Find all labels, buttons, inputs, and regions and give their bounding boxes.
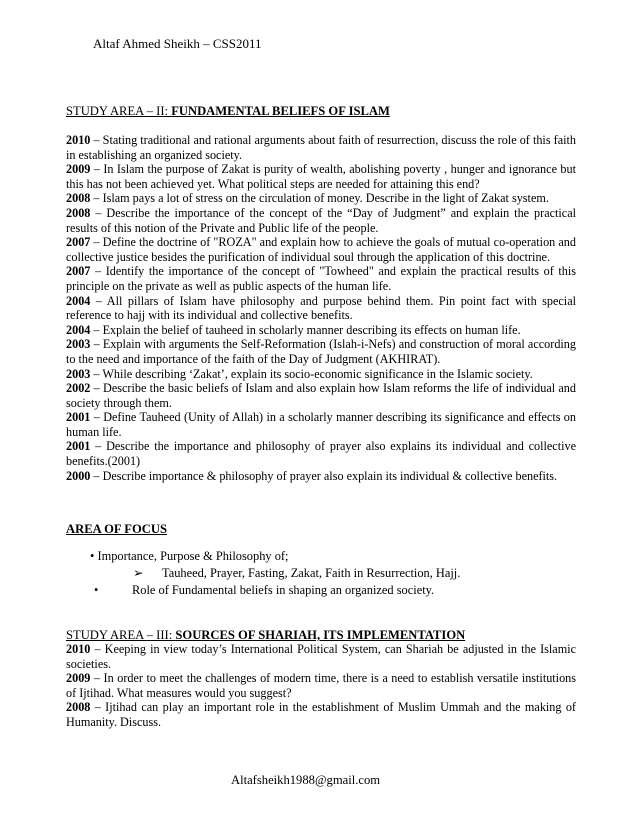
question-item [66, 381, 576, 410]
focus-item-text: Importance, Purpose & Philosophy of; [97, 549, 289, 563]
focus-item-text: Role of Fundamental beliefs in shaping an organized society. [132, 583, 435, 597]
area-of-focus-heading: AREA OF FOCUS [66, 522, 167, 536]
question-text: – Explain with arguments the Self-Reformation (Islah-i-Nefs) and construction of moral according to the need and importance of the faith of the Day of Judgment (AKHIRAT). [66, 337, 576, 366]
question-text: – Explain the belief of tauheed in scholarly manner describing its effects on human life. [90, 322, 521, 337]
page-header: Altaf Ahmed Sheikh – CSS2011 [93, 36, 262, 51]
question-item [66, 700, 576, 729]
bullet-icon: • [90, 549, 95, 563]
question-year: 2001 [66, 439, 91, 454]
section-2-questions [66, 133, 576, 483]
question-item [66, 337, 576, 366]
question-year: 2007 [66, 264, 91, 279]
question-item [66, 206, 576, 235]
focus-item [90, 582, 435, 599]
question-year: 2008 [66, 205, 91, 220]
section-2-prefix: STUDY AREA – II: [66, 104, 172, 118]
focus-list [90, 548, 461, 599]
question-item [66, 191, 576, 206]
question-text: – In order to meet the challenges of modern time, there is a need to establish versatile institutions of Ijtihad. What measures would you suggest? [66, 671, 576, 700]
question-text: – Keeping in view today’s International Political System, can Shariah be adjusted in the Islamic societies. [66, 642, 576, 671]
question-text: – Identify the importance of the concept of "Towheed" and explain the practical results of this principle on the private as well as public aspects of the human life. [66, 264, 576, 293]
question-item [66, 235, 576, 264]
question-year: 2009 [66, 162, 91, 177]
question-item [66, 162, 576, 191]
page-footer-email: Altafsheikh1988@gmail.com [231, 773, 381, 787]
bullet-icon: • [94, 583, 99, 597]
focus-subitem-text: Tauheed, Prayer, Fasting, Zakat, Faith in Resurrection, Hajj. [162, 566, 461, 580]
question-item [66, 410, 576, 439]
section-3-prefix: STUDY AREA – III: [66, 628, 176, 642]
section-3-questions [66, 642, 576, 730]
question-text: – Describe the basic beliefs of Islam and also explain how Islam reforms the life of individual and society through them. [66, 381, 576, 410]
question-year: 2007 [66, 235, 91, 250]
question-year: 2003 [66, 337, 91, 352]
question-text: – Stating traditional and rational arguments about faith of resurrection, discuss the role of this faith in establishing an organized society. [66, 133, 576, 162]
question-year: 2003 [66, 366, 91, 381]
question-text: – While describing ‘Zakat’, explain its socio-economic significance in the Islamic society. [90, 366, 533, 381]
question-item [66, 469, 576, 484]
focus-subitem [90, 565, 461, 582]
question-year: 2000 [66, 468, 91, 483]
question-text: – Define the doctrine of "ROZA" and explain how to achieve the goals of mutual co-operation and collective justice besides the purification of individual soul through the application of this doctrine. [66, 235, 576, 264]
question-year: 2004 [66, 293, 91, 308]
section-2-heading [66, 104, 390, 119]
question-text: – Describe the importance and philosophy of prayer also explains its individual and collective benefits.(2001) [66, 439, 576, 469]
question-item [66, 133, 576, 162]
question-item [66, 671, 576, 700]
question-item [66, 294, 576, 323]
question-year: 2009 [66, 671, 91, 686]
question-item [66, 367, 576, 382]
focus-item [90, 548, 288, 565]
question-text: – Describe the importance of the concept of the “Day of Judgment” and explain the practical results of this notion of the Private and Public life of the people. [66, 205, 576, 235]
section-2-title: FUNDAMENTAL BELIEFS OF ISLAM [171, 104, 390, 118]
question-item [66, 439, 576, 468]
question-item [66, 642, 576, 671]
question-year: 2008 [66, 700, 91, 715]
question-year: 2004 [66, 322, 91, 337]
section-3-title: SOURCES OF SHARIAH, ITS IMPLEMENTATION [175, 628, 466, 642]
arrow-bullet-icon: ➢ [133, 566, 144, 580]
question-text: – Define Tauheed (Unity of Allah) in a scholarly manner describing its significance and effects on human life. [66, 410, 576, 439]
section-3-heading [66, 628, 465, 643]
question-text: – All pillars of Islam have philosophy and purpose behind them. Pin point fact with special reference to hajj with its individual and collective benefits. [66, 293, 576, 323]
question-year: 2010 [66, 642, 91, 656]
question-item [66, 264, 576, 293]
question-text: – Ijtihad can play an important role in the establishment of Muslim Ummah and the making of Humanity. Discuss. [66, 700, 576, 729]
question-year: 2002 [66, 381, 91, 396]
question-year: 2010 [66, 133, 91, 147]
question-text: – Describe importance & philosophy of prayer also explain its individual & collective benefits. [90, 468, 558, 483]
question-year: 2001 [66, 410, 91, 425]
question-year: 2008 [66, 191, 91, 206]
question-text: – In Islam the purpose of Zakat is purity of wealth, abolishing poverty , hunger and ignorance but this has not been achieved yet. What political steps are needed for attaining this end? [66, 162, 576, 191]
question-item [66, 323, 576, 338]
question-text: – Islam pays a lot of stress on the circulation of money. Describe in the light of Zakat system. [90, 191, 549, 206]
